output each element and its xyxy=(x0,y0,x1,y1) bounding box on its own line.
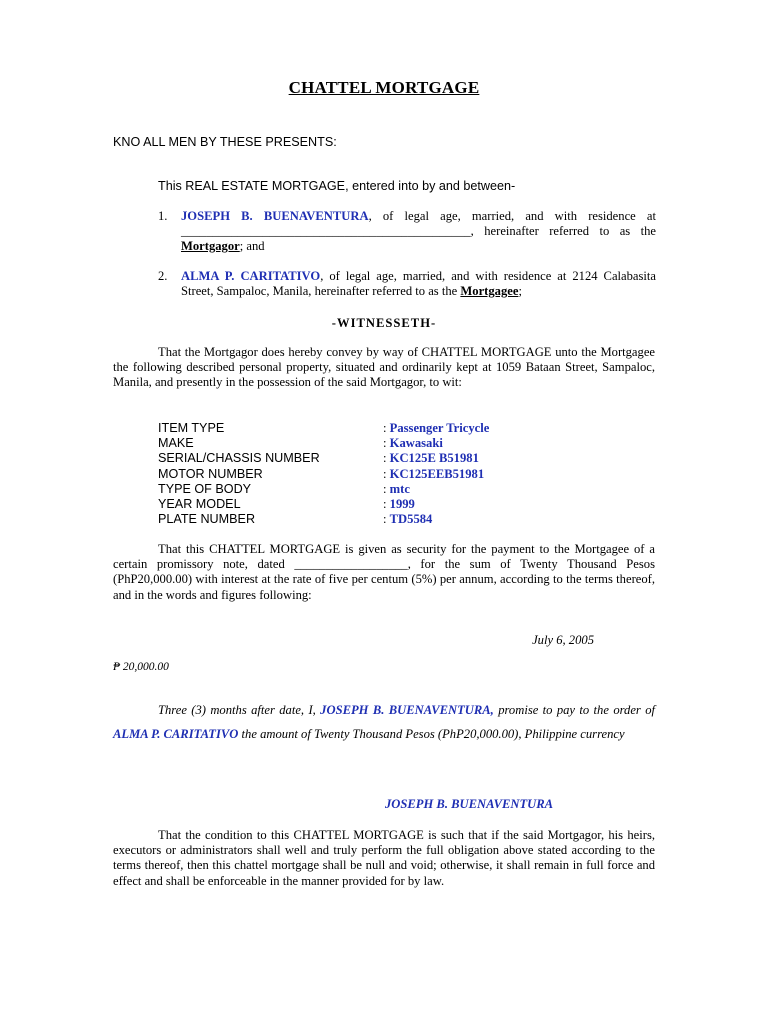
property-value: TD5584 xyxy=(389,512,433,527)
property-label: ITEM TYPE xyxy=(158,421,225,435)
party1-blank: ______________________________________________ xyxy=(181,224,471,239)
property-value: Passenger Tricycle xyxy=(389,421,490,435)
property-value-cell xyxy=(383,497,489,512)
note-text3: the amount of Twenty Thousand Pesos (PhP20,000.00), Philippine currency xyxy=(238,726,625,741)
note-date-blank: __________________ xyxy=(294,557,408,572)
condition-paragraph: That the condition to this CHATTEL MORTGAGE is such that if the said Mortgagor, his heirs, executors or administrators shall well and truly perform the full obligation above stated according to the terms thereof, then this chattel mortgage shall be null and void; otherwise, it shall remain in full force and effect and shall be enforceable in the manner provided for by law. xyxy=(113,828,655,888)
property-separator: : xyxy=(383,451,390,466)
property-value-cell xyxy=(383,451,489,466)
intro-text: This REAL ESTATE MORTGAGE, entered into by and between- xyxy=(158,179,516,193)
property-label: YEAR MODEL xyxy=(158,497,241,512)
property-separator: : xyxy=(383,436,390,451)
promissory-note-text xyxy=(113,699,655,746)
party2-number: 2. xyxy=(158,269,168,283)
property-value-cell xyxy=(383,436,489,451)
property-value: mtc xyxy=(389,481,410,496)
party1-paragraph xyxy=(181,209,656,255)
note-signature: JOSEPH B. BUENAVENTURA xyxy=(385,797,554,811)
property-separator: : xyxy=(383,421,390,435)
property-label: MOTOR NUMBER xyxy=(158,466,263,481)
party2-text2: ; xyxy=(518,284,522,299)
property-separator: : xyxy=(383,481,390,496)
conveyance-paragraph: That the Mortgagor does hereby convey by way of CHATTEL MORTGAGE unto the Mortgagee the following described personal property, situated and ordinarily kept at 1059 Bataan Street, Sampaloc, Manila, and presently in the possession of the said Mortgagor, to wit: xyxy=(113,345,655,390)
party1-role: Mortgagor xyxy=(181,239,240,254)
note-name2: ALMA P. CARITATIVO xyxy=(113,726,239,741)
property-label: TYPE OF BODY xyxy=(158,481,252,496)
property-value-cell xyxy=(383,467,489,482)
property-value-cell xyxy=(383,512,489,527)
witnesseth-heading: -WITNESSETH- xyxy=(331,316,437,330)
note-date: July 6, 2005 xyxy=(532,633,594,647)
property-separator: : xyxy=(383,466,390,481)
property-value-cell xyxy=(383,482,489,497)
party1-text1: , of legal age, married, and with residence at xyxy=(368,209,656,223)
property-value-cell xyxy=(383,421,489,436)
property-label: MAKE xyxy=(158,436,194,451)
greeting: KNO ALL MEN BY THESE PRESENTS: xyxy=(113,135,337,149)
property-row xyxy=(158,421,489,436)
party1-text2: , hereinafter referred to as the xyxy=(470,224,656,239)
property-label: SERIAL/CHASSIS NUMBER xyxy=(158,451,320,466)
property-value: KC125E B51981 xyxy=(389,451,479,466)
property-separator: : xyxy=(383,497,390,512)
para2-text2: , for the sum of Twenty Thousand Pesos (PhP20,000.00) with interest at the rate of five per centum (5%) per annum, according to the terms thereof, and in the words and figures following: xyxy=(113,557,655,602)
party1-number: 1. xyxy=(158,209,168,223)
property-value: KC125EEB51981 xyxy=(389,466,485,481)
party2-role: Mortgagee xyxy=(460,284,519,299)
party2-text1: , of legal age, married, and with residence at 2124 Calabasita Street, Sampaloc, Manila, hereinafter referred to as the xyxy=(181,269,656,299)
party2-name: ALMA P. CARITATIVO xyxy=(181,269,321,283)
property-table xyxy=(158,421,489,527)
property-row xyxy=(158,436,489,451)
note-text2: promise to pay to the order of xyxy=(493,703,655,717)
property-row xyxy=(158,467,489,482)
property-row xyxy=(158,482,489,497)
property-row xyxy=(158,451,489,466)
party2-paragraph xyxy=(181,269,656,299)
document-title: CHATTEL MORTGAGE xyxy=(288,78,480,97)
party1-text3: ; and xyxy=(239,239,265,254)
note-name1: JOSEPH B. BUENAVENTURA, xyxy=(320,703,494,717)
property-separator: : xyxy=(383,512,390,527)
property-value: 1999 xyxy=(389,497,415,512)
property-value: Kawasaki xyxy=(389,436,443,451)
note-amount: ₱ 20,000.00 xyxy=(113,661,169,673)
security-paragraph xyxy=(113,542,655,603)
property-row xyxy=(158,512,489,527)
property-row xyxy=(158,497,489,512)
para2-text1: That this CHATTEL MORTGAGE is given as security for the payment to the Mortgagee of a certain promissory note, dated xyxy=(113,542,655,572)
party1-name: JOSEPH B. BUENAVENTURA xyxy=(181,209,369,223)
property-label: PLATE NUMBER xyxy=(158,512,256,527)
note-text1: Three (3) months after date, I, xyxy=(158,703,321,717)
